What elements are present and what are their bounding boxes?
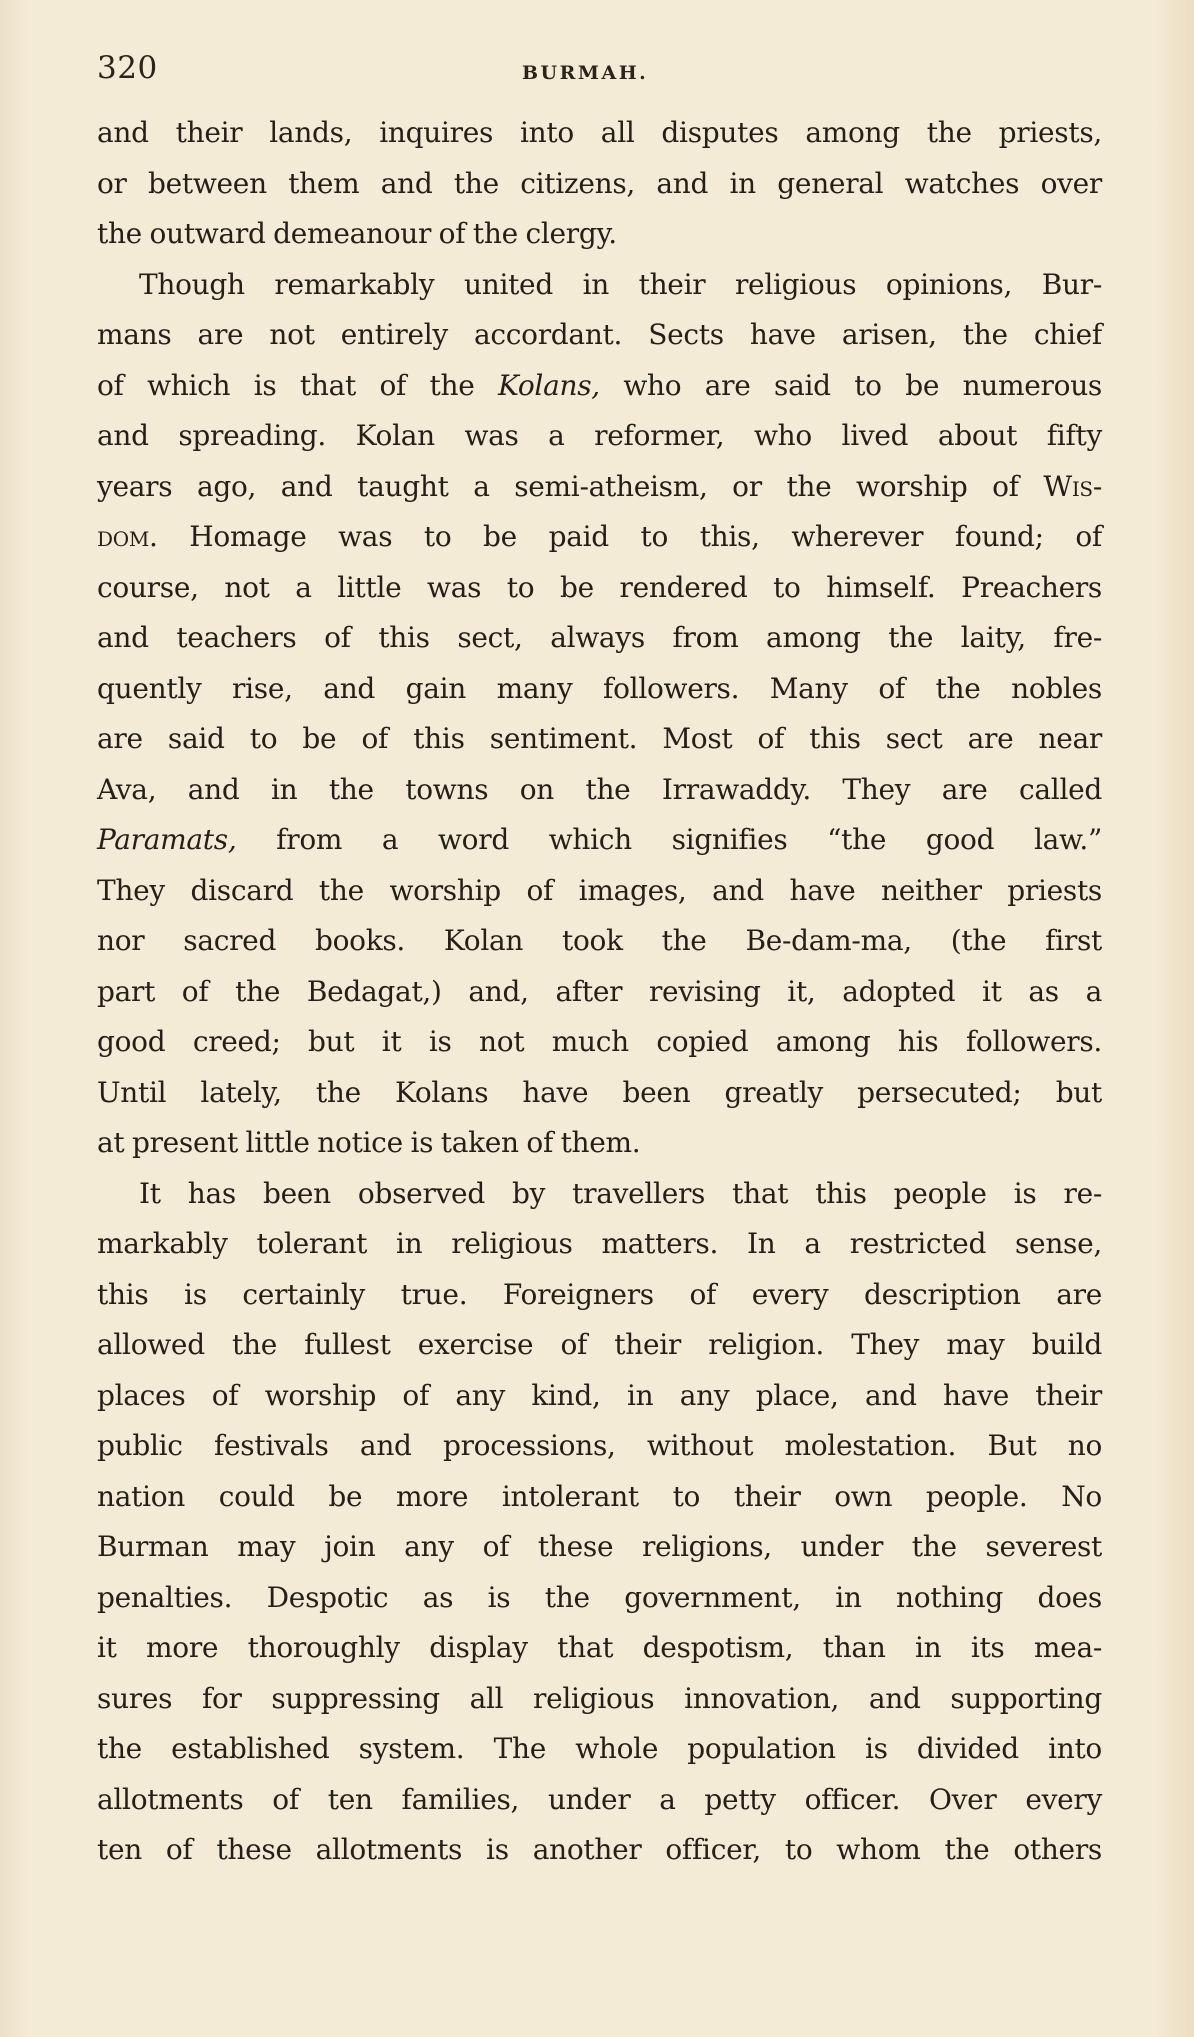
- text-segment: who are said to be numerous: [623, 368, 1102, 402]
- text-segment: Homage was to be paid to this, wherever found; of: [189, 520, 1102, 553]
- italic-term-kolans: Kolans,: [497, 368, 600, 402]
- text-line: are said to be of this sentiment. Most of this sect are near: [97, 722, 1102, 755]
- text-line: It has been observed by travellers that this people is re-: [139, 1176, 1102, 1210]
- text-line: ten of these allotments is another officer, to whom the others: [97, 1833, 1102, 1866]
- text-line: penalties. Despotic as is the government, in nothing does: [97, 1580, 1102, 1614]
- small-caps-term-wisdom-end: dom.: [97, 520, 158, 553]
- text-line: nor sacred books. Kolan took the Be-dam-ma, (the first: [97, 924, 1102, 957]
- text-line: [97, 361, 1102, 412]
- running-title: BURMAH.: [522, 62, 649, 84]
- text-line: They discard the worship of images, and have neither priests: [97, 873, 1102, 907]
- text-line: the outward demeanour of the clergy.: [97, 217, 617, 250]
- text-line: places of worship of any kind, in any place, and have their: [97, 1378, 1102, 1412]
- text-line: and teachers of this sect, always from among the laity, fre-: [97, 621, 1102, 654]
- text-line: quently rise, and gain many followers. Many of the nobles: [97, 671, 1102, 705]
- text-line: public festivals and processions, without molestation. But no: [97, 1429, 1102, 1462]
- text-line: Ava, and in the towns on the Irrawaddy. They are called: [97, 772, 1102, 806]
- text-segment: from a word which signifies “the good law.”: [276, 823, 1102, 856]
- body-text: [97, 108, 1102, 1876]
- text-line: mans are not entirely accordant. Sects have arisen, the chief: [97, 318, 1102, 351]
- text-line: [97, 512, 1102, 563]
- text-line: at present little notice is taken of them.: [97, 1126, 641, 1159]
- small-caps-term-wisdom-start: Wis-: [1043, 469, 1102, 503]
- text-line: and spreading. Kolan was a reformer, who lived about fifty: [97, 419, 1102, 452]
- text-line: the established system. The whole population is divided into: [97, 1732, 1102, 1765]
- italic-term-paramats: Paramats,: [97, 823, 237, 856]
- text-segment: years ago, and taught a semi-atheism, or the worship of: [97, 469, 1019, 503]
- text-line: nation could be more intolerant to their own people. No: [97, 1479, 1102, 1513]
- text-line: or between them and the citizens, and in general watches over: [97, 166, 1102, 200]
- text-line: sures for suppressing all religious innovation, and supporting: [97, 1681, 1102, 1715]
- text-line: [97, 815, 1102, 866]
- text-line: allotments of ten families, under a petty officer. Over every: [97, 1782, 1102, 1816]
- text-line: part of the Bedagat,) and, after revising it, adopted it as a: [97, 974, 1102, 1008]
- text-line: course, not a little was to be rendered to himself. Preachers: [97, 570, 1102, 604]
- text-line: and their lands, inquires into all disputes among the priests,: [97, 116, 1102, 149]
- text-line: Though remarkably united in their religious opinions, Bur-: [139, 267, 1102, 301]
- running-head: [97, 50, 1102, 94]
- text-line: this is certainly true. Foreigners of every description are: [97, 1277, 1102, 1311]
- text-line: [97, 462, 1102, 513]
- text-line: markably tolerant in religious matters. In a restricted sense,: [97, 1227, 1102, 1260]
- text-line: good creed; but it is not much copied among his followers.: [97, 1025, 1102, 1058]
- text-segment: is-: [1071, 469, 1102, 503]
- text-line: it more thoroughly display that despotism, than in its mea-: [97, 1631, 1102, 1664]
- text-line: allowed the fullest exercise of their religion. They may build: [97, 1328, 1102, 1361]
- text-segment: of which is that of the: [97, 368, 475, 402]
- text-line: Burman may join any of these religions, under the severest: [97, 1530, 1102, 1563]
- page-number: 320: [97, 50, 158, 86]
- text-line: Until lately, the Kolans have been greatly persecuted; but: [97, 1075, 1102, 1109]
